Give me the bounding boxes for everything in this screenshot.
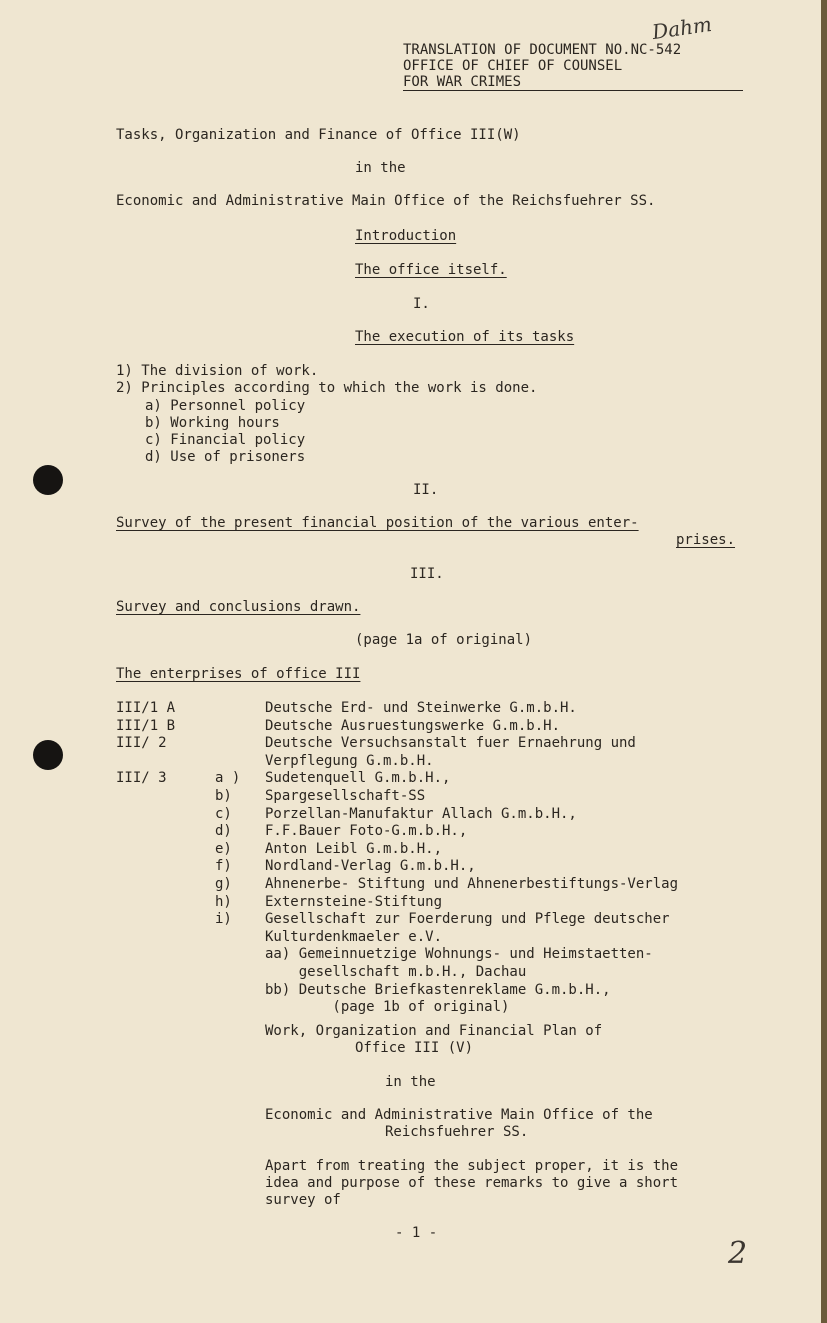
heading-conclusions: Survey and conclusions drawn. [116, 599, 361, 615]
enterprise-name: Spargesellschaft-SS [265, 788, 426, 804]
stamp-line: TRANSLATION OF DOCUMENT NO.NC-542 [403, 42, 682, 58]
enterprise-name: Kulturdenkmaeler e.V. [265, 928, 443, 945]
enterprise-name: F.F.Bauer Foto-G.m.b.H., [265, 823, 468, 840]
enterprise-code: III/1 B [116, 717, 176, 734]
section-line: Work, Organization and Financial Plan of [265, 1023, 603, 1039]
heading-enterprises: The enterprises of office III [116, 666, 361, 682]
list-item: 1) The division of work. [116, 363, 319, 379]
title-line: in the [355, 160, 406, 176]
enterprise-name: bb) Deutsche Briefkastenreklame G.m.b.H., [265, 981, 611, 998]
enterprise-sub: a ) [215, 770, 241, 787]
enterprise-sub: i) [215, 911, 232, 928]
page-reference: (page 1a of original) [355, 632, 533, 648]
heading-survey: Survey of the present financial position of the various enter- [116, 515, 639, 531]
section-line: in the [385, 1074, 436, 1090]
body-line: Apart from treating the subject proper, it is the [265, 1158, 679, 1174]
roman-numeral: II. [413, 482, 439, 498]
heading-introduction: Introduction [355, 228, 457, 244]
stamp-rule [403, 90, 743, 91]
roman-numeral: I. [413, 296, 430, 312]
page-number: - 1 - [395, 1225, 438, 1241]
enterprise-sub: c) [215, 805, 232, 822]
section-line: Reichsfuehrer SS. [385, 1124, 529, 1140]
heading-office-itself: The office itself. [355, 262, 507, 278]
enterprise-code: III/1 A [116, 700, 176, 716]
section-line: Economic and Administrative Main Office of the [265, 1107, 653, 1123]
enterprise-name: Sudetenquell G.m.b.H., [265, 770, 451, 787]
body-line: survey of [265, 1192, 341, 1208]
enterprise-sub: e) [215, 840, 232, 857]
signature: Dahm [650, 11, 714, 45]
enterprise-name: gesellschaft m.b.H., Dachau [265, 964, 527, 980]
section-line: Office III (V) [355, 1040, 474, 1056]
enterprise-name: Externsteine-Stiftung [265, 893, 443, 910]
enterprise-name: (page 1b of original) [265, 999, 510, 1016]
enterprise-sub: g) [215, 876, 232, 892]
enterprise-name: Deutsche Versuchsanstalt fuer Ernaehrung und [265, 735, 636, 752]
enterprise-code: III/ 2 [116, 735, 167, 752]
heading-survey-cont: prises. [676, 532, 736, 548]
enterprise-name: Nordland-Verlag G.m.b.H., [265, 858, 476, 875]
roman-numeral: III. [410, 566, 444, 582]
stamp-line: OFFICE OF CHIEF OF COUNSEL [403, 58, 623, 74]
title-line: Economic and Administrative Main Office of the Reichsfuehrer SS. [116, 193, 656, 209]
enterprise-sub: b) [215, 788, 232, 804]
enterprise-sub: h) [215, 893, 232, 910]
enterprise-name: Anton Leibl G.m.b.H., [265, 840, 443, 857]
enterprise-name: Deutsche Ausruestungswerke G.m.b.H. [265, 717, 561, 734]
list-item: 2) Principles according to which the work is done. [116, 380, 538, 396]
handwritten-page-number: 2 [728, 1236, 748, 1271]
heading-execution: The execution of its tasks [355, 329, 575, 345]
enterprise-name: Ahnenerbe- Stiftung und Ahnenerbestiftungs-Verlag [265, 876, 679, 892]
list-item: d) Use of prisoners [145, 449, 306, 465]
list-item: b) Working hours [145, 415, 280, 431]
enterprise-sub: f) [215, 858, 232, 875]
stamp-line: FOR WAR CRIMES [403, 74, 522, 90]
enterprise-name: Porzellan-Manufaktur Allach G.m.b.H., [265, 805, 577, 822]
body-line: idea and purpose of these remarks to give a short [265, 1175, 679, 1191]
list-item: c) Financial policy [145, 432, 306, 448]
enterprise-name: Gesellschaft zur Foerderung und Pflege deutscher [265, 911, 670, 928]
enterprise-name: Deutsche Erd- und Steinwerke G.m.b.H. [265, 700, 577, 716]
enterprise-code: III/ 3 [116, 770, 167, 787]
punch-hole [33, 740, 63, 770]
title-line: Tasks, Organization and Finance of Office III(W) [116, 127, 521, 143]
punch-hole [33, 465, 63, 495]
enterprise-name: Verpflegung G.m.b.H. [265, 752, 434, 769]
enterprise-sub: d) [215, 823, 232, 840]
enterprise-name: aa) Gemeinnuetzige Wohnungs- und Heimstaetten- [265, 946, 653, 963]
list-item: a) Personnel policy [145, 398, 306, 414]
